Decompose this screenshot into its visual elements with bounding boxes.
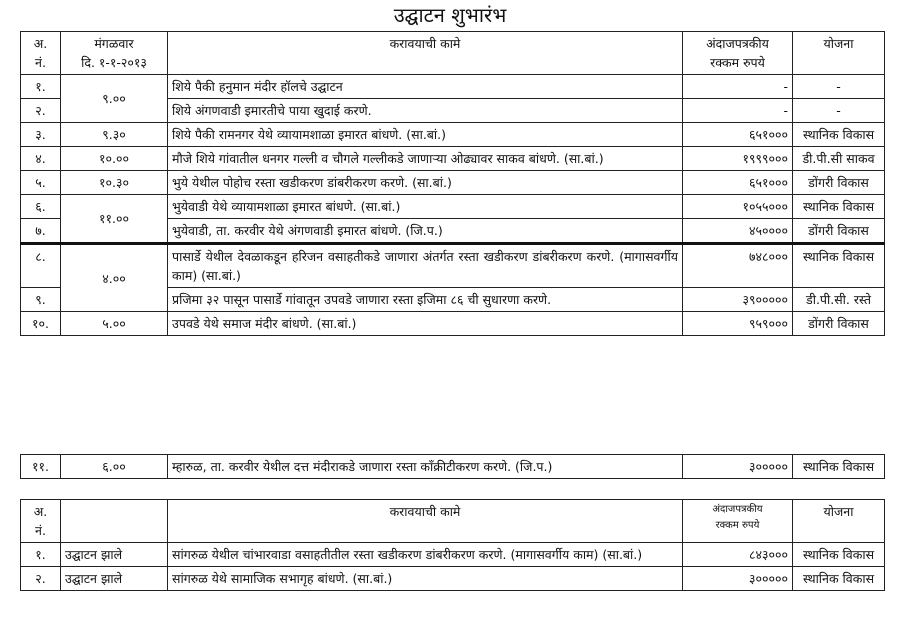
work-cell: शिये पैकी हनुमान मंदीर हॉलचे उद्घाटन — [168, 75, 683, 99]
table-row — [21, 455, 885, 479]
serial-cell: ११. — [21, 455, 61, 479]
table-row — [21, 123, 885, 147]
scheme-cell: - — [793, 75, 885, 99]
time-cell: ९.०० — [61, 75, 168, 123]
serial-cell: ९. — [21, 288, 61, 312]
work-cell: पासार्डे येथील देवळाकडून हरिजन वसाहतीकडे जाणारा अंतर्गत रस्ता खडीकरण डांबरीकरण करणे. (मागासवर्गीय काम) (सा.बां.) — [168, 244, 683, 288]
table-row — [21, 75, 885, 99]
work-header: करावयाची कामे — [168, 32, 683, 75]
table-row — [21, 312, 885, 336]
serial-cell: ७. — [21, 219, 61, 244]
table-row — [21, 244, 885, 288]
time-header: मंगळवार दि. १-१-२०१३ — [61, 32, 168, 75]
table-header-row — [21, 32, 885, 75]
cost-cell: १९९९००० — [683, 147, 793, 171]
cost-cell: १०५५००० — [683, 195, 793, 219]
table-header-row — [21, 500, 885, 543]
table-row — [21, 195, 885, 219]
cost-cell: ३००००० — [683, 567, 793, 591]
time-cell: ६.०० — [61, 455, 168, 479]
scheme-cell: स्थानिक विकास — [793, 244, 885, 288]
cost-cell: ३९००००० — [683, 288, 793, 312]
cost-cell: ६५१००० — [683, 171, 793, 195]
serial-cell: ५. — [21, 171, 61, 195]
work-cell: शिये अंगणवाडी इमारतीचे पाया खुदाई करणे. — [168, 99, 683, 123]
work-cell: शिये पैकी रामनगर येथे व्यायामशाळा इमारत बांधणे. (सा.बां.) — [168, 123, 683, 147]
work-cell: मौजे शिये गांवातील धनगर गल्ली व चौगले गल्लीकडे जाणाऱ्या ओढ्यावर साकव बांधणे. (सा.बां.) — [168, 147, 683, 171]
serial-cell: ३. — [21, 123, 61, 147]
work-cell: सांगरुळ येथे सामाजिक सभागृह बांधणे. (सा.बां.) — [168, 567, 683, 591]
serial-cell: १. — [21, 75, 61, 99]
scheme-cell: स्थानिक विकास — [793, 543, 885, 567]
table-row — [21, 543, 885, 567]
time-cell: ४.०० — [61, 244, 168, 312]
cost-cell: ९५९००० — [683, 312, 793, 336]
serial-cell: ४. — [21, 147, 61, 171]
work-cell: प्रजिमा ३२ पासून पासार्डे गांवातून उपवडे जाणारा रस्ता इजिमा ८६ ची सुधारणा करणे. — [168, 288, 683, 312]
scheme-cell: डोंगरी विकास — [793, 219, 885, 244]
work-cell: सांगरुळ येथील चांभारवाडा वसाहतीतील रस्ता खडीकरण डांबरीकरण करणे. (मागासवर्गीय काम) (सा.बां.) — [168, 543, 683, 567]
scheme-cell: डी.पी.सी साकव — [793, 147, 885, 171]
cost-cell: ३००००० — [683, 455, 793, 479]
status-cell: उद्घाटन झाले — [61, 567, 168, 591]
time-cell: ९.३० — [61, 123, 168, 147]
scheme-cell: डोंगरी विकास — [793, 171, 885, 195]
cost-cell: ७४८००० — [683, 244, 793, 288]
serial-header: अ. नं. — [21, 32, 61, 75]
scheme-header: योजना — [793, 32, 885, 75]
work-cell: भुयेवाडी, ता. करवीर येथे अंगणवाडी इमारत बांधणे. (जि.प.) — [168, 219, 683, 244]
serial-cell: ६. — [21, 195, 61, 219]
status-header — [61, 500, 168, 543]
scheme-cell: स्थानिक विकास — [793, 123, 885, 147]
work-cell: म्हारुळ, ता. करवीर येथील दत्त मंदीराकडे जाणारा रस्ता कॉंक्रीटीकरण करणे. (जि.प.) — [168, 455, 683, 479]
scheme-cell: स्थानिक विकास — [793, 567, 885, 591]
scheme-cell: - — [793, 99, 885, 123]
schedule-extra-table — [20, 454, 885, 479]
cost-cell: ४५०००० — [683, 219, 793, 244]
scheme-cell: डी.पी.सी. रस्ते — [793, 288, 885, 312]
cost-header: अंदाजपत्रकीय रक्कम रुपये — [683, 32, 793, 75]
schedule-table — [20, 31, 885, 336]
cost-cell: - — [683, 99, 793, 123]
scheme-header: योजना — [793, 500, 885, 543]
work-cell: उपवडे येथे समाज मंदीर बांधणे. (सा.बां.) — [168, 312, 683, 336]
work-cell: भुये येथील पोहोच रस्ता खडीकरण डांबरीकरण करणे. (सा.बां.) — [168, 171, 683, 195]
time-cell: १०.०० — [61, 147, 168, 171]
table-row — [21, 171, 885, 195]
time-cell: ११.०० — [61, 195, 168, 244]
status-cell: उद्घाटन झाले — [61, 543, 168, 567]
serial-header: अ. नं. — [21, 500, 61, 543]
work-cell: भुयेवाडी येथे व्यायामशाळा इमारत बांधणे. (सा.बां.) — [168, 195, 683, 219]
scheme-cell: स्थानिक विकास — [793, 195, 885, 219]
serial-cell: १०. — [21, 312, 61, 336]
time-cell: १०.३० — [61, 171, 168, 195]
serial-cell: १. — [21, 543, 61, 567]
cost-cell: - — [683, 75, 793, 99]
serial-cell: २. — [21, 567, 61, 591]
serial-cell: २. — [21, 99, 61, 123]
cost-cell: ६५१००० — [683, 123, 793, 147]
scheme-cell: स्थानिक विकास — [793, 455, 885, 479]
scheme-cell: डोंगरी विकास — [793, 312, 885, 336]
inaugurated-table — [20, 499, 885, 591]
serial-cell: ८. — [21, 244, 61, 288]
page-title: उद्घाटन शुभारंभ — [393, 3, 507, 27]
cost-cell: ८४३००० — [683, 543, 793, 567]
work-header: करावयाची कामे — [168, 500, 683, 543]
table-row — [21, 567, 885, 591]
cost-header: अंदाजपत्रकीय रक्कम रुपये — [683, 500, 793, 543]
table-row — [21, 147, 885, 171]
time-cell: ५.०० — [61, 312, 168, 336]
